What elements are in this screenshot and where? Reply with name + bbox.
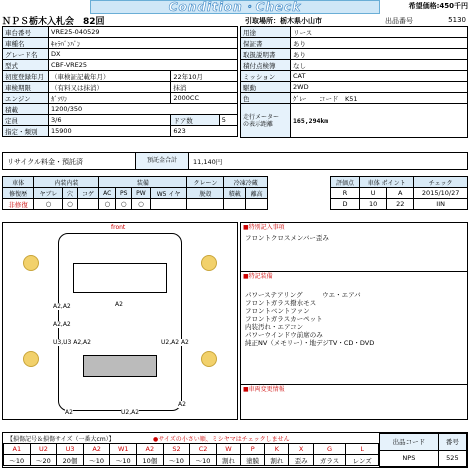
mileage-label-2: の表示距離 [243,120,274,128]
spec-label: 保証書 [241,38,291,49]
equip-header: 冷凍冷蔵 [224,177,268,188]
equipment-subheader-row [3,188,268,199]
legend-symbol: A2 [137,444,164,455]
seller-value-row [380,450,467,467]
legend-symbol: G [313,444,346,455]
spec-value: あり [291,38,468,49]
legend-size: ～10 [110,455,137,466]
damage-legend [2,432,468,468]
legend-size: ～10 [83,455,110,466]
score-cell: A [387,188,414,199]
legend-symbol: A2 [83,444,110,455]
equipment-table [2,176,268,210]
equip-header: 車体 [3,177,34,188]
spec-label: 車台番号 [3,27,49,38]
legend-symbol: X [289,444,313,455]
legend-table [3,443,379,466]
score-cell: D [331,199,360,210]
equip-val [224,199,246,210]
seller-table [379,433,467,467]
equip-sub: 積載 [224,188,246,199]
legend-header: 【損傷記号＆損傷サイズ（一番大cm）】 [7,436,115,443]
doors-label: ドア数 [171,115,219,126]
damage-mark: A2,A2 [53,321,71,328]
spec-value: 15900 [49,126,171,137]
seller-label: 出品コード [380,434,439,451]
seller-number: 525 [438,450,466,467]
equip-val: ○ [63,199,77,210]
spec-label: 型式 [3,60,49,71]
spec-row [3,27,238,38]
legend-size: ～20 [30,455,57,466]
equip-line: 純正NV（メモリー）・地デジTV・CD・DVD [245,339,375,347]
mileage-value: 165,294km [291,104,468,138]
repair-history: 非修復 [3,199,34,210]
equip-header: 装備 [99,177,187,188]
car-outline [58,233,182,411]
spec-row [241,71,468,82]
equip-val: ○ [99,199,116,210]
spec-value: ｸﾞﾚｰ コード K51 [291,93,468,104]
spec-row [3,38,238,49]
reg-date: 22年10月 [171,71,238,82]
spec-label: 指定・類別 [3,126,49,137]
spec-table-left [2,26,238,137]
equip-sub: ヤブレ [34,188,63,199]
equip-val [246,199,268,210]
lot-number: 5130 [448,16,466,24]
legend-size: ～10 [4,455,31,466]
score-cell: R [331,188,360,199]
spec-label: エンジン [3,93,49,104]
equip-val [150,199,187,210]
spec-value: ｶﾞｿﾘﾝ [49,93,171,104]
legend-symbol: U3 [57,444,84,455]
doors-value: 5 [219,115,237,126]
equipment-header-row [3,177,268,188]
spec-label: グレード名 [3,49,49,60]
legend-size: レンズ [346,455,379,466]
legend-symbol: A1 [4,444,31,455]
equip-val: ○ [116,199,132,210]
spec-row [3,49,238,60]
spec-label: 積付点検簿 [241,60,291,71]
damage-mark: U2,A2 A2 [161,339,189,346]
front-right-wheel-icon [201,255,217,271]
equip-sub: PW [132,188,151,199]
spec-label: 定員 [3,115,49,126]
spec-row [241,38,468,49]
spec-table-right [240,26,468,138]
mileage-label [241,104,291,138]
special-notes-text: フロントクロスメンバー歪み [241,232,467,272]
equip-line: フロントガラス撥水モス [245,299,317,307]
spec-value: DX [49,49,238,60]
legend-symbol: S2 [163,444,190,455]
legend-size: 割れ [265,455,289,466]
damage-mark: A2 [115,301,123,308]
legend-size: ～10 [190,455,217,466]
history-header: ■車両変更情報 [241,385,467,394]
special-notes-header: ■特別記入事項 [241,223,467,232]
legend-symbol: W [216,444,240,455]
spec-row [3,93,238,104]
equip-val: ○ [34,199,63,210]
inspection-status: 抹消 [171,82,238,93]
spec-value: CAT [291,71,468,82]
legend-size: 塗膜 [241,455,265,466]
equip-line: 内装汚れ・エアコン [245,323,304,331]
legend-warning: ●サイズの小さい順、ミシヤマはチェックしません [153,436,290,443]
legend-symbol: K [265,444,289,455]
equipment-value-row [3,199,268,210]
spec-value: VRE25-040529 [49,27,238,38]
score-header: 車体 ポイント [360,177,414,188]
recycle-box [2,152,468,170]
score-cell: 2015/10/27 [414,188,468,199]
recycle-fee: 11,140円 [193,158,223,166]
spec-label: 駆動 [241,82,291,93]
legend-size: 10個 [137,455,164,466]
score-row [331,188,468,199]
seller-header-row [380,434,467,451]
score-cell: U [360,188,387,199]
legend-symbol: U2 [30,444,57,455]
spec-label: ミッション [241,71,291,82]
score-header-row [331,177,468,188]
score-header: チェック [414,177,468,188]
legend-size: ガラス [313,455,346,466]
spec-row [241,49,468,60]
equip-line: パワーステアリング ウエ・エアバ [245,291,361,299]
equip-sub: 修復歴 [3,188,34,199]
equip-line: フロントベントファン [245,307,310,315]
spec-value: なし [291,60,468,71]
equipment-notes [241,281,467,385]
spec-value: あり [291,49,468,60]
spec-label: 車種名 [3,38,49,49]
mileage-label-1: 走行メーター [243,113,280,121]
spec-value: ｷｬﾗﾊﾞﾝﾊﾞﾝ [49,38,238,49]
equip-header: 内装内装 [34,177,99,188]
desired-price: 希望価格:450千円 [408,2,468,10]
spec-row [241,82,468,93]
damage-mark: U2,A2 [121,409,140,416]
lot-label: 出品番号 [385,17,413,25]
spec-label: 色 [241,93,291,104]
spec-row [241,60,468,71]
legend-size: ～10 [163,455,190,466]
rear-left-wheel-icon [23,351,39,367]
spec-row [3,126,238,137]
pickup-location: 引取場所：栃木県小山市 [245,17,322,25]
equip-sub: 離高 [246,188,268,199]
damage-mark: U3,U3 A2,A2 [53,339,91,346]
car-damage-diagram [2,222,238,420]
page-title: Condition・Check [90,0,380,14]
recycle-fee-label: 預託金合計 [135,153,189,169]
equip-header: クレーン [187,177,224,188]
score-table [330,176,468,210]
legend-size: 歪み [289,455,313,466]
legend-symbol: P [241,444,265,455]
damage-mark: A2 [178,401,186,408]
legend-symbol: W1 [110,444,137,455]
recycle-label: リサイクル料金・預託済 [7,158,84,166]
displacement: 2000CC [171,93,238,104]
legend-size-row [4,455,379,466]
equip-line: パワーウインドウ前席のみ [245,331,323,339]
legend-size: 割れ [216,455,240,466]
equip-sub: コゲ [77,188,99,199]
spec-value: （車検証記載年月） [49,71,171,82]
roof-panel [83,355,157,377]
legend-symbol: C2 [190,444,217,455]
spec-row [241,93,468,104]
score-cell: 22 [387,199,414,210]
spec-row [3,115,238,126]
class-no: 623 [171,126,238,137]
damage-mark: A2,A2 [53,303,71,310]
spec-label: 取扱説明書 [241,49,291,60]
score-row [331,199,468,210]
equip-sub: PS [116,188,132,199]
windshield [73,263,167,293]
equip-val [77,199,99,210]
mileage-row [241,104,468,138]
spec-label: 用途 [241,27,291,38]
equip-val [187,199,224,210]
notes-panel [240,222,468,420]
spec-label: 積載 [3,104,49,115]
spec-value: 2WD [291,82,468,93]
front-left-wheel-icon [23,255,39,271]
score-cell: 10 [360,199,387,210]
spec-value: 3/6 [49,115,171,126]
spec-row [3,82,238,93]
legend-symbol-row [4,444,379,455]
equip-line: フロントガラスカーペット [245,315,323,323]
spec-value: 1200/350 [49,104,238,115]
legend-size: 20個 [57,455,84,466]
legend-symbol: L [346,444,379,455]
spec-value: CBF-VRE25 [49,60,238,71]
equipment-notes-header: ■特記装備 [241,272,467,281]
rear-right-wheel-icon [201,351,217,367]
score-header: 評価点 [331,177,360,188]
front-label: front [111,224,126,231]
spec-row [241,27,468,38]
seller-code: NPS [380,450,439,467]
spec-row [3,71,238,82]
equip-val: ○ [132,199,151,210]
spec-row [3,104,238,115]
spec-value: リース [291,27,468,38]
spec-label: 初度登録年月 [3,71,49,82]
equip-sub: AC [99,188,116,199]
equip-sub: 脱殻 [187,188,224,199]
spec-row [3,60,238,71]
spec-label: 車検期限 [3,82,49,93]
damage-mark: A2 [65,409,73,416]
spec-value: （有料又は抹消） [49,82,171,93]
equip-sub: W5 イヤ [150,188,187,199]
equip-sub: 穴 [63,188,77,199]
auction-name: ＮＰＳ栃木入札会 82回 [2,17,105,27]
score-cell: IIN [414,199,468,210]
seller-no-label: 番号 [438,434,466,451]
